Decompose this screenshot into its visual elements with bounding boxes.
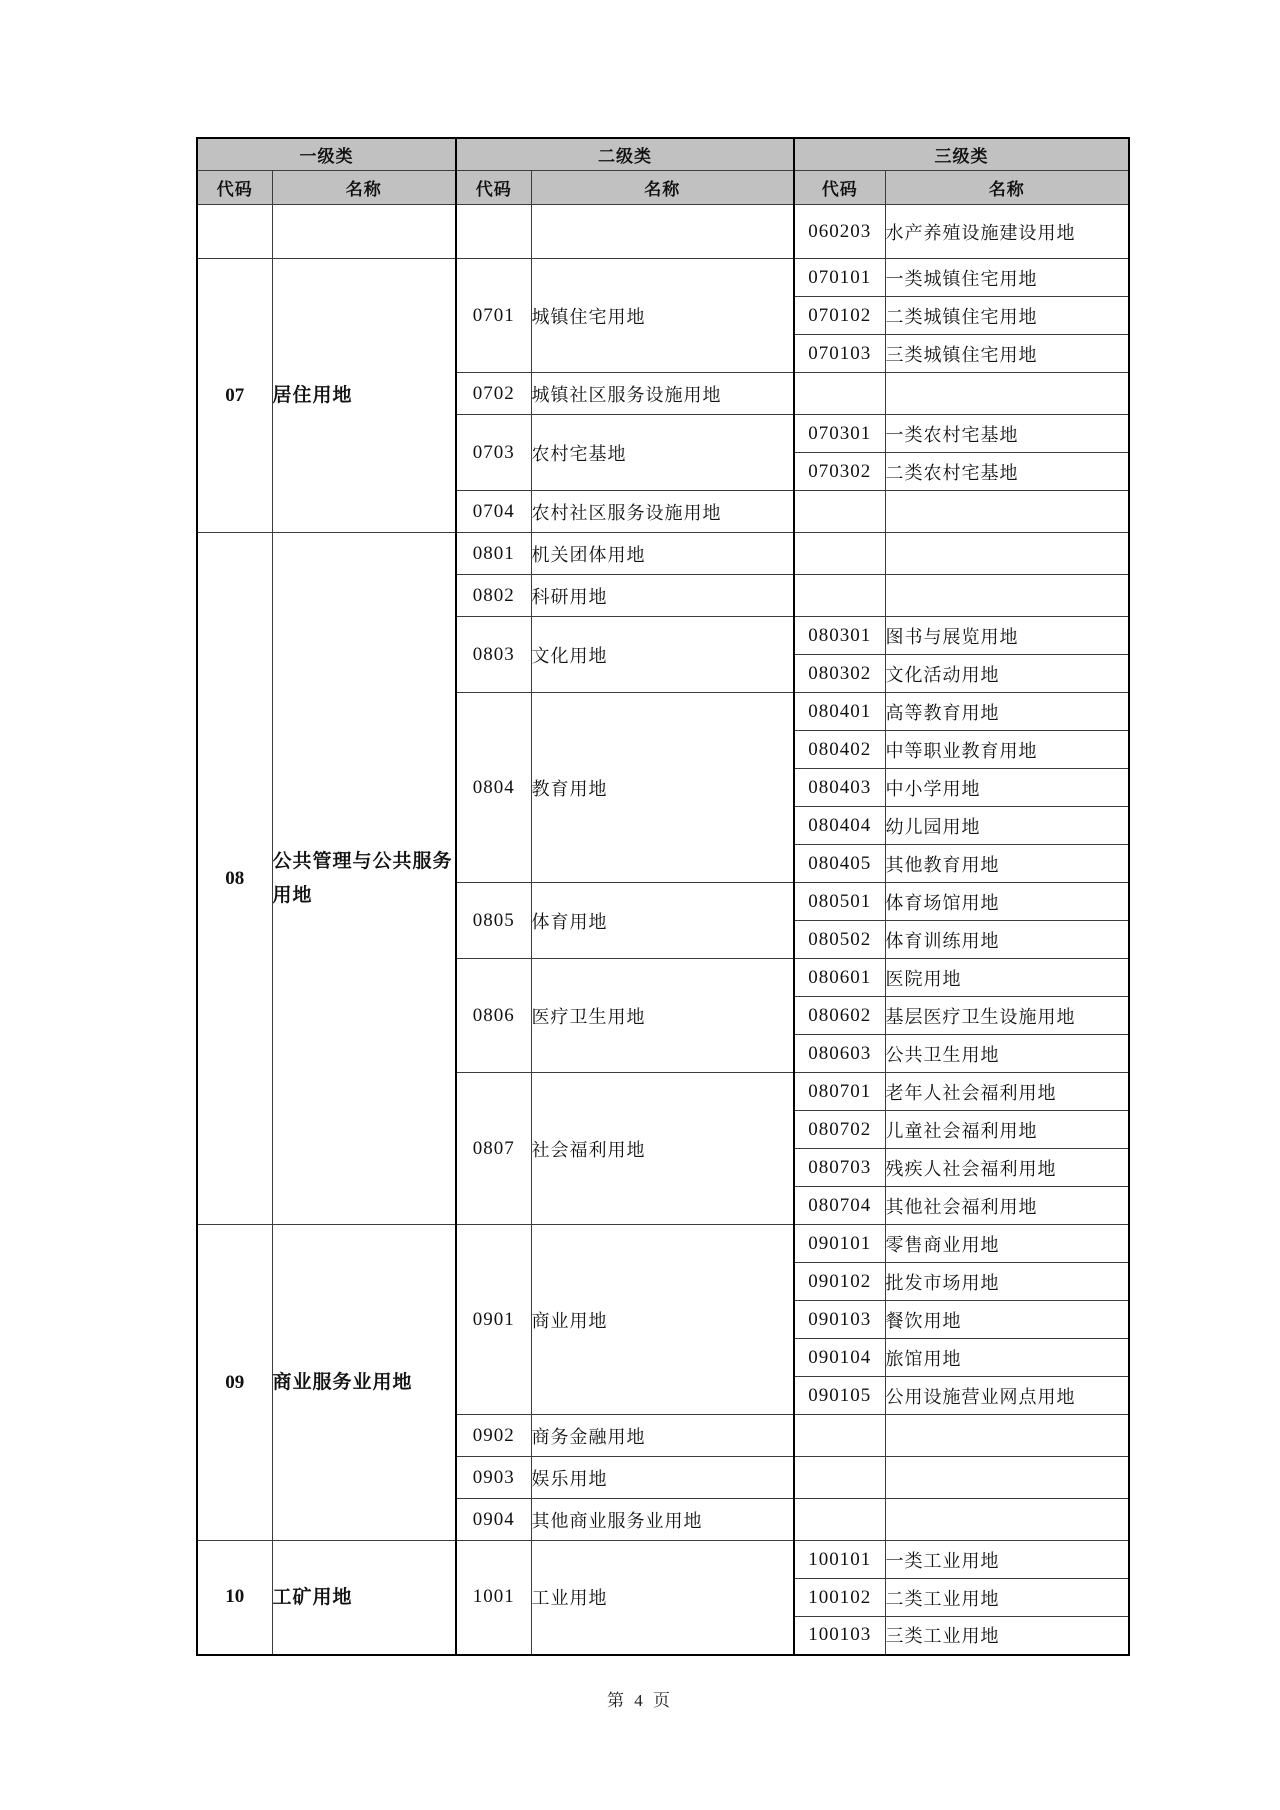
l1-code-cell: 09 (197, 1225, 272, 1541)
header-row-fields (197, 171, 1129, 205)
l2-code-cell: 0805 (456, 883, 531, 959)
l3-code-cell: 070102 (794, 297, 885, 335)
l2-code-cell: 0904 (456, 1499, 531, 1541)
l1-code-cell: 08 (197, 533, 272, 1225)
l2-name-cell: 农村社区服务设施用地 (531, 491, 794, 533)
l3-name-cell: 零售商业用地 (885, 1225, 1129, 1263)
header-l2-code: 代码 (456, 171, 531, 205)
l2-name-cell: 工业用地 (531, 1541, 794, 1655)
l2-code-cell: 0807 (456, 1073, 531, 1225)
l3-name-cell: 其他教育用地 (885, 845, 1129, 883)
l3-name-cell: 医院用地 (885, 959, 1129, 997)
l3-code-cell: 080502 (794, 921, 885, 959)
l2-name-cell: 体育用地 (531, 883, 794, 959)
table-row (197, 1225, 1129, 1263)
l3-name-cell: 中小学用地 (885, 769, 1129, 807)
l3-name-cell: 公共卫生用地 (885, 1035, 1129, 1073)
l3-code-cell: 080603 (794, 1035, 885, 1073)
l2-name-cell: 商务金融用地 (531, 1415, 794, 1457)
l3-code-cell: 080301 (794, 617, 885, 655)
l2-name-cell: 娱乐用地 (531, 1457, 794, 1499)
l3-name-cell: 餐饮用地 (885, 1301, 1129, 1339)
l2-code-cell: 0704 (456, 491, 531, 533)
l3-name-cell: 基层医疗卫生设施用地 (885, 997, 1129, 1035)
table-row (197, 1541, 1129, 1579)
l2-name-cell: 社会福利用地 (531, 1073, 794, 1225)
l3-code-cell (794, 1457, 885, 1499)
l3-name-cell: 体育训练用地 (885, 921, 1129, 959)
l3-code-cell (794, 533, 885, 575)
l3-code-cell: 080403 (794, 769, 885, 807)
header-row-levels (197, 138, 1129, 171)
l3-code-cell: 100103 (794, 1617, 885, 1655)
land-use-classification-table (196, 137, 1130, 1656)
l1-name-cell (272, 205, 456, 259)
l1-name-cell: 居住用地 (272, 259, 456, 533)
l3-name-cell: 中等职业教育用地 (885, 731, 1129, 769)
l3-code-cell: 070103 (794, 335, 885, 373)
l1-code-cell: 07 (197, 259, 272, 533)
l3-name-cell: 一类城镇住宅用地 (885, 259, 1129, 297)
l3-code-cell: 080405 (794, 845, 885, 883)
l2-name-cell: 文化用地 (531, 617, 794, 693)
l3-code-cell: 100101 (794, 1541, 885, 1579)
l2-name-cell: 教育用地 (531, 693, 794, 883)
l1-code-cell: 10 (197, 1541, 272, 1655)
header-l1-name: 名称 (272, 171, 456, 205)
l2-name-cell: 医疗卫生用地 (531, 959, 794, 1073)
l3-name-cell: 体育场馆用地 (885, 883, 1129, 921)
l2-name-cell: 农村宅基地 (531, 415, 794, 491)
l1-name-cell: 工矿用地 (272, 1541, 456, 1655)
l3-code-cell: 080601 (794, 959, 885, 997)
l3-name-cell: 水产养殖设施建设用地 (885, 205, 1129, 259)
l3-code-cell: 060203 (794, 205, 885, 259)
l3-name-cell (885, 575, 1129, 617)
l3-name-cell (885, 1499, 1129, 1541)
l3-code-cell: 080401 (794, 693, 885, 731)
header-l3-code: 代码 (794, 171, 885, 205)
l3-code-cell: 080402 (794, 731, 885, 769)
l3-name-cell: 旅馆用地 (885, 1339, 1129, 1377)
table-header (197, 138, 1129, 205)
l3-name-cell: 公用设施营业网点用地 (885, 1377, 1129, 1415)
l2-name-cell: 机关团体用地 (531, 533, 794, 575)
table-row (197, 533, 1129, 575)
l3-code-cell: 080404 (794, 807, 885, 845)
l3-code-cell: 090105 (794, 1377, 885, 1415)
l1-name-cell: 公共管理与公共服务用地 (272, 533, 456, 1225)
l3-code-cell: 080602 (794, 997, 885, 1035)
l3-code-cell: 090103 (794, 1301, 885, 1339)
l3-code-cell (794, 1415, 885, 1457)
page-footer: 第 4 页 (607, 1691, 673, 1710)
l3-name-cell: 文化活动用地 (885, 655, 1129, 693)
l2-name-cell: 商业用地 (531, 1225, 794, 1415)
header-level3: 三级类 (794, 138, 1129, 171)
l3-code-cell: 090104 (794, 1339, 885, 1377)
l1-name-cell: 商业服务业用地 (272, 1225, 456, 1541)
l2-code-cell: 0801 (456, 533, 531, 575)
header-l3-name: 名称 (885, 171, 1129, 205)
l3-code-cell: 080703 (794, 1149, 885, 1187)
l3-name-cell (885, 533, 1129, 575)
l2-name-cell: 城镇社区服务设施用地 (531, 373, 794, 415)
table-body (197, 205, 1129, 1655)
l3-name-cell: 二类工业用地 (885, 1579, 1129, 1617)
l3-name-cell: 儿童社会福利用地 (885, 1111, 1129, 1149)
l2-name-cell: 科研用地 (531, 575, 794, 617)
l2-code-cell: 0803 (456, 617, 531, 693)
l3-name-cell: 三类城镇住宅用地 (885, 335, 1129, 373)
l3-name-cell (885, 491, 1129, 533)
l3-code-cell: 080302 (794, 655, 885, 693)
l3-code-cell: 070302 (794, 453, 885, 491)
l3-name-cell: 高等教育用地 (885, 693, 1129, 731)
l3-code-cell: 070101 (794, 259, 885, 297)
l3-code-cell: 070301 (794, 415, 885, 453)
l3-name-cell: 幼儿园用地 (885, 807, 1129, 845)
l2-code-cell: 0702 (456, 373, 531, 415)
l3-code-cell (794, 491, 885, 533)
l3-code-cell: 080702 (794, 1111, 885, 1149)
l2-code-cell: 0703 (456, 415, 531, 491)
l3-code-cell: 080701 (794, 1073, 885, 1111)
l3-name-cell: 一类工业用地 (885, 1541, 1129, 1579)
l2-code-cell: 0901 (456, 1225, 531, 1415)
l2-code-cell (456, 205, 531, 259)
table-row (197, 259, 1129, 297)
l3-name-cell: 一类农村宅基地 (885, 415, 1129, 453)
l2-code-cell: 0806 (456, 959, 531, 1073)
l2-code-cell: 0701 (456, 259, 531, 373)
l3-code-cell (794, 373, 885, 415)
l1-code-cell (197, 205, 272, 259)
l3-code-cell (794, 575, 885, 617)
l3-name-cell: 二类城镇住宅用地 (885, 297, 1129, 335)
l2-name-cell: 城镇住宅用地 (531, 259, 794, 373)
l3-name-cell: 其他社会福利用地 (885, 1187, 1129, 1225)
header-level2: 二级类 (456, 138, 794, 171)
l3-name-cell (885, 1415, 1129, 1457)
l3-code-cell: 090102 (794, 1263, 885, 1301)
l3-name-cell (885, 1457, 1129, 1499)
l3-name-cell: 残疾人社会福利用地 (885, 1149, 1129, 1187)
l2-code-cell: 1001 (456, 1541, 531, 1655)
l3-name-cell (885, 373, 1129, 415)
l3-code-cell (794, 1499, 885, 1541)
l3-code-cell: 080501 (794, 883, 885, 921)
l2-name-cell (531, 205, 794, 259)
l3-name-cell: 二类农村宅基地 (885, 453, 1129, 491)
header-l2-name: 名称 (531, 171, 794, 205)
l3-code-cell: 100102 (794, 1579, 885, 1617)
l3-name-cell: 图书与展览用地 (885, 617, 1129, 655)
l3-name-cell: 三类工业用地 (885, 1617, 1129, 1655)
l3-name-cell: 批发市场用地 (885, 1263, 1129, 1301)
header-level1: 一级类 (197, 138, 456, 171)
l2-code-cell: 0804 (456, 693, 531, 883)
l2-code-cell: 0902 (456, 1415, 531, 1457)
l2-code-cell: 0802 (456, 575, 531, 617)
l2-name-cell: 其他商业服务业用地 (531, 1499, 794, 1541)
l2-code-cell: 0903 (456, 1457, 531, 1499)
l3-code-cell: 090101 (794, 1225, 885, 1263)
table-row (197, 205, 1129, 259)
header-l1-code: 代码 (197, 171, 272, 205)
l3-code-cell: 080704 (794, 1187, 885, 1225)
l3-name-cell: 老年人社会福利用地 (885, 1073, 1129, 1111)
